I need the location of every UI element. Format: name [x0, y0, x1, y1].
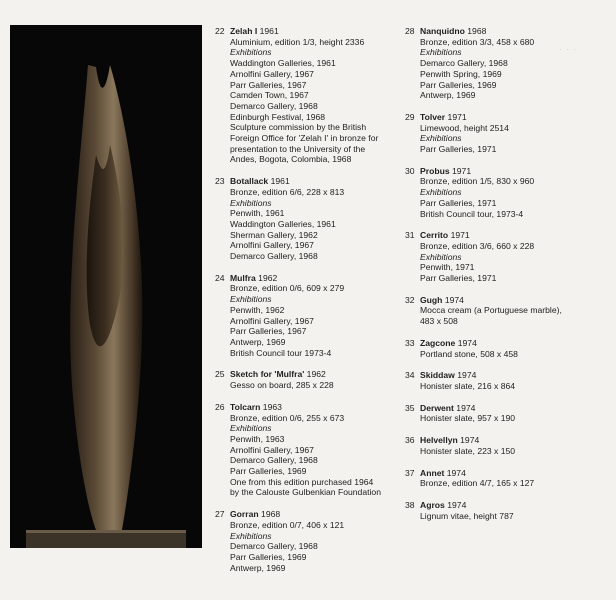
- exhibition-item: Andes, Bogota, Colombia, 1968: [230, 154, 352, 165]
- entry-detail: Honister slate, 216 x 864: [420, 380, 516, 391]
- entry-year: 1974: [460, 435, 480, 446]
- exhibition-item: British Council tour 1973-4: [230, 347, 332, 358]
- exhibition-item: Demarco Gallery, 1968: [230, 455, 318, 466]
- entry-year: 1974: [447, 499, 467, 510]
- entry-title: Helvellyn: [420, 435, 458, 446]
- catalogue-entry-36: [405, 435, 605, 456]
- exhibitions-label: Exhibitions: [230, 423, 272, 434]
- exhibition-item: Arnolfini Gallery, 1967: [230, 315, 314, 326]
- catalogue-entry-25: [215, 369, 395, 390]
- entry-year: 1974: [456, 402, 476, 413]
- entry-year: 1961: [259, 26, 279, 36]
- entry-number: 25: [215, 369, 225, 380]
- entry-number: 34: [405, 370, 415, 381]
- entry-year: 1974: [457, 337, 477, 348]
- entry-title: Zelah I: [230, 26, 258, 36]
- exhibition-item: Demarco Gallery, 1968: [230, 100, 318, 111]
- catalogue-column-left: [215, 26, 395, 584]
- entry-number: 23: [215, 176, 225, 187]
- entry-number: 31: [405, 230, 415, 241]
- entry-heading: [230, 402, 395, 413]
- entry-number: 30: [405, 165, 415, 176]
- catalogue-entry-29: [405, 112, 605, 155]
- exhibition-item: by the Calouste Gulbenkian Foundation: [230, 487, 381, 498]
- catalogue-entry-32: [405, 295, 605, 327]
- exhibitions-label: Exhibitions: [420, 187, 462, 198]
- entry-heading: [420, 403, 605, 414]
- entry-title: Skiddaw: [420, 370, 455, 381]
- entry-title: Gorran: [230, 509, 259, 520]
- entry-detail: Lignum vitae, height 787: [420, 510, 514, 521]
- entry-year: 1962: [306, 369, 326, 380]
- entry-title: Probus: [420, 165, 450, 176]
- exhibition-item: Demarco Gallery, 1968: [230, 541, 318, 552]
- catalogue-entry-27: [215, 509, 395, 573]
- entry-year: 1974: [457, 370, 477, 381]
- entry-number: 36: [405, 435, 415, 446]
- entry-heading: [420, 112, 605, 123]
- sculpture-image: [10, 25, 202, 548]
- entry-detail: Portland stone, 508 x 458: [420, 348, 518, 359]
- exhibition-item: Parr Galleries, 1969: [230, 466, 307, 477]
- entry-detail: Honister slate, 223 x 150: [420, 445, 516, 456]
- entry-detail: 483 x 508: [420, 316, 458, 327]
- entry-heading: [230, 176, 395, 187]
- catalogue-entry-34: [405, 370, 605, 391]
- entry-detail: Bronze, edition 6/6, 228 x 813: [230, 186, 345, 197]
- exhibition-item: Waddington Galleries, 1961: [230, 218, 336, 229]
- exhibitions-label: Exhibitions: [230, 530, 272, 541]
- entry-title: Annet: [420, 467, 445, 478]
- entry-heading: [420, 338, 605, 349]
- entry-title: Zagcone: [420, 337, 456, 348]
- entry-title: Gugh: [420, 294, 443, 305]
- exhibition-item: Parr Galleries, 1971: [420, 273, 497, 284]
- entry-number: 27: [215, 509, 225, 520]
- catalogue-entry-26: [215, 402, 395, 498]
- exhibitions-label: Exhibitions: [230, 47, 272, 58]
- exhibition-item: Antwerp, 1969: [230, 336, 286, 347]
- entry-heading: [420, 166, 605, 177]
- exhibition-item: Penwith, 1961: [230, 208, 285, 219]
- exhibition-item: Edinburgh Festival, 1968: [230, 111, 326, 122]
- catalogue-entry-23: [215, 176, 395, 262]
- entry-year: 1962: [258, 272, 278, 283]
- exhibition-item: One from this edition purchased 1964: [230, 476, 374, 487]
- entry-heading: [420, 500, 605, 511]
- entry-detail: Honister slate, 957 x 190: [420, 413, 516, 424]
- exhibition-item: Parr Galleries, 1967: [230, 79, 307, 90]
- exhibition-item: Sherman Gallery, 1962: [230, 229, 318, 240]
- entry-heading: [420, 435, 605, 446]
- entry-title: Tolver: [420, 111, 446, 122]
- entry-heading: [420, 370, 605, 381]
- catalogue-entry-38: [405, 500, 605, 521]
- entry-year: 1961: [270, 176, 290, 187]
- exhibition-item: Antwerp, 1969: [230, 562, 286, 573]
- entry-detail: Bronze, edition 3/6, 660 x 228: [420, 240, 535, 251]
- entry-detail: Limewood, height 2514: [420, 122, 509, 133]
- entry-year: 1971: [450, 230, 470, 241]
- entry-heading: [420, 230, 605, 241]
- entry-title: Cerrito: [420, 230, 449, 241]
- catalogue-entry-31: [405, 230, 605, 284]
- entry-number: 33: [405, 337, 415, 348]
- exhibitions-label: Exhibitions: [420, 47, 462, 58]
- exhibition-item: Penwith, 1963: [230, 433, 285, 444]
- entry-number: 24: [215, 272, 225, 283]
- exhibitions-label: Exhibitions: [420, 251, 462, 262]
- entry-detail: Bronze, edition 4/7, 165 x 127: [420, 478, 535, 489]
- entry-title: Derwent: [420, 402, 454, 413]
- catalogue-entry-22: [215, 26, 395, 165]
- entry-title: Nanquidno: [420, 26, 465, 36]
- entry-title: Botallack: [230, 176, 269, 187]
- exhibition-item: Arnolfini Gallery, 1967: [230, 240, 314, 251]
- entry-number: 38: [405, 499, 415, 510]
- entry-number: 28: [405, 26, 415, 36]
- entry-detail: Bronze, edition 1/5, 830 x 960: [420, 176, 535, 187]
- entry-detail: Mocca cream (a Portuguese marble),: [420, 305, 562, 316]
- entry-heading: [230, 26, 395, 37]
- entry-detail: Gesso on board, 285 x 228: [230, 380, 334, 391]
- exhibition-item: British Council tour, 1973-4: [420, 208, 524, 219]
- exhibitions-label: Exhibitions: [420, 133, 462, 144]
- exhibition-item: Camden Town, 1967: [230, 90, 309, 101]
- entry-heading: [230, 509, 395, 520]
- exhibition-item: Waddington Galleries, 1961: [230, 58, 336, 69]
- entry-heading: [420, 468, 605, 479]
- catalogue-entry-24: [215, 273, 395, 359]
- entry-title: Tolcarn: [230, 401, 261, 412]
- entry-year: 1974: [444, 294, 464, 305]
- entry-detail: Bronze, edition 3/3, 458 x 680: [420, 36, 535, 47]
- entry-heading: [230, 369, 395, 380]
- entry-year: 1968: [261, 509, 281, 520]
- catalogue-entry-30: [405, 166, 605, 220]
- catalogue-entry-28: [405, 26, 605, 101]
- entry-year: 1963: [262, 401, 282, 412]
- catalogue-entry-33: [405, 338, 605, 359]
- entry-heading: [420, 295, 605, 306]
- catalogue-entry-35: [405, 403, 605, 424]
- entry-year: 1971: [452, 165, 472, 176]
- entry-number: 32: [405, 294, 415, 305]
- exhibition-item: Penwith, 1962: [230, 304, 285, 315]
- exhibition-item: Parr Galleries, 1969: [420, 79, 497, 90]
- exhibition-item: Parr Galleries, 1969: [230, 551, 307, 562]
- entry-detail: Bronze, edition 0/7, 406 x 121: [230, 519, 345, 530]
- exhibition-item: Antwerp, 1969: [420, 90, 476, 101]
- exhibition-item: Parr Galleries, 1967: [230, 326, 307, 337]
- exhibition-item: Parr Galleries, 1971: [420, 197, 497, 208]
- exhibition-item: Demarco Gallery, 1968: [230, 251, 318, 262]
- entry-number: 26: [215, 401, 225, 412]
- catalogue-column-right: [405, 26, 605, 532]
- scan-dots: . . .: [559, 46, 578, 52]
- entry-title: Mulfra: [230, 272, 256, 283]
- exhibitions-label: Exhibitions: [230, 197, 272, 208]
- entry-number: 37: [405, 467, 415, 478]
- entry-title: Agros: [420, 499, 445, 510]
- entry-title: Sketch for 'Mulfra': [230, 369, 305, 380]
- exhibition-item: Arnolfini Gallery, 1967: [230, 68, 314, 79]
- exhibition-item: Penwith Spring, 1969: [420, 68, 502, 79]
- entry-year: 1974: [446, 467, 466, 478]
- entry-heading: [420, 26, 605, 37]
- exhibition-item: Sculpture commission by the British: [230, 122, 367, 133]
- entry-number: 35: [405, 402, 415, 413]
- entry-heading: [230, 273, 395, 284]
- exhibition-item: Arnolfini Gallery, 1967: [230, 444, 314, 455]
- exhibition-item: presentation to the University of the: [230, 143, 366, 154]
- entry-number: 22: [215, 26, 225, 36]
- entry-number: 29: [405, 111, 415, 122]
- entry-detail: Bronze, edition 0/6, 255 x 673: [230, 412, 345, 423]
- sculpture-photo: [10, 25, 202, 548]
- entry-detail: Aluminium, edition 1/3, height 2336: [230, 36, 365, 47]
- entry-year: 1968: [467, 26, 487, 36]
- exhibition-item: Parr Galleries, 1971: [420, 144, 497, 155]
- exhibition-item: Foreign Office for 'Zelah I' in bronze for: [230, 133, 379, 144]
- catalogue-entry-37: [405, 468, 605, 489]
- exhibitions-label: Exhibitions: [230, 294, 272, 305]
- exhibition-item: Penwith, 1971: [420, 262, 475, 273]
- entry-year: 1971: [447, 111, 467, 122]
- entry-detail: Bronze, edition 0/6, 609 x 279: [230, 283, 345, 294]
- exhibition-item: Demarco Gallery, 1968: [420, 58, 508, 69]
